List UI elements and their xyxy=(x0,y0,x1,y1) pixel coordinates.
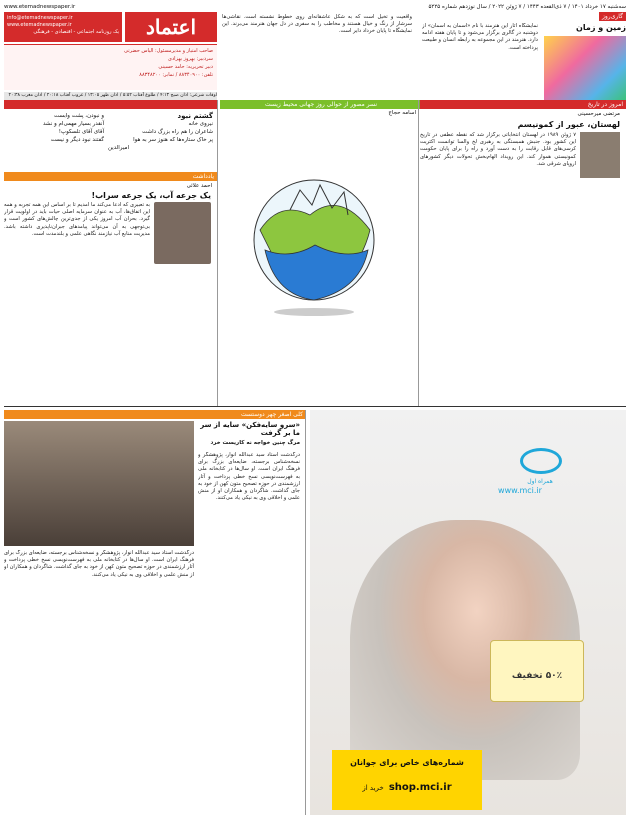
quote-author: امیرالدین xyxy=(108,145,129,151)
note-body: به تعبیری که ادعا می‌کند ما آمدیم تا بر اساس این همه تجربه و همه این اتفاق‌ها، آب به عنوان سرمایه اصلی حیات باید در اولویت قرار گیرد. بحران آب امروز یکی از جدی‌ترین چالش‌های کشور است و بی‌توجهی به آن می‌تواند پیامدهای جبران‌ناپذیری داشته باشد. مدیریت منابع آب نیازمند نگاهی علمی و بلندمدت است. xyxy=(4,202,150,237)
earth-body: نمایشگاه آثار این هنرمند با نام «آسمان به آسمان» از دوشنبه در گالری برگزار می‌شود و تا پایان هفته ادامه دارد. هنرمند در این مجموعه به رابطه انسان و طبیعت پرداخته است. xyxy=(422,23,538,51)
discount-card xyxy=(490,640,584,702)
staff-box xyxy=(4,44,217,90)
top-middle-article: واقعیت و تخیل است که به شکل عاشقانه‌ای روی خطوط نشسته است. نقاشی‌ها سرشار از رنگ و خیال هستند و مخاطب را به سفری در دل جهان هنرمند می‌برند. این نمایشگاه تا پایان خرداد دایر است. xyxy=(222,14,412,35)
mci-brand: همراه اول xyxy=(527,478,553,485)
divider xyxy=(4,406,626,407)
history-author: مرتضی میرحسینی xyxy=(577,111,620,117)
history-author-photo xyxy=(580,132,620,178)
kiosk-subhead: مرگ چنین خواجه نه کاریست خرد xyxy=(210,440,300,446)
cartoon-frame xyxy=(220,120,416,402)
note-title: یک جرعه آب، یک جرعه سراب! xyxy=(91,191,211,200)
mci-url[interactable]: www.mci.ir xyxy=(498,486,542,495)
kiosk-body-continued: درگذشت استاد سید عبدالله انوار، پژوهشگر و نسخه‌شناس برجسته، ضایعه‌ای بزرگ برای فرهنگ ایران است. او سال‌ها در کتابخانه ملی به فهرست‌نویسی نسخ خطی پرداخت و آثار ارزشمندی در حوزه تصحیح متون کهن از خود به جای گذاشت. شاگردان و همکاران او از منش علمی و اخلاقی وی به نیکی یاد می‌کنند. xyxy=(4,550,194,578)
ad-buy-text: خرید از xyxy=(362,784,384,792)
date-line: سه‌شنبه ۱۷ خرداد ۱۴۰۱ / ۷ ذی‌القعده ۱۴۴۳ / ۷ ژوئن ۲۰۲۲ / سال نوزدهم شماره ۵۲۲۵ xyxy=(428,4,626,10)
prayer-times-bar: اوقات شرعی: اذان صبح ۴:۱۳ / طلوع آفتاب ۵:۵۲ / اذان ظهر ۱۳:۰۵ / غروب آفتاب ۲۰:۱۸ / اذان مغرب ۲۰:۳۸ xyxy=(4,92,217,100)
earth-globe-illustration xyxy=(220,120,416,402)
note-author-photo xyxy=(154,202,211,264)
card-text: ۵۰٪ تخفیف xyxy=(511,671,563,681)
contacts-line: تلفن: ۸۸۳۴۰۹۰۰ / نمابر: ۸۸۳۴۸۲۰۰ xyxy=(139,72,213,78)
staff-line: سردبیر: بهروز بهزادی xyxy=(168,56,213,62)
mci-advertisement[interactable] xyxy=(310,410,626,815)
earth-column xyxy=(420,12,626,100)
earth-section-label: گاری‌روز xyxy=(599,12,626,21)
divider xyxy=(305,410,306,815)
date-bar xyxy=(4,2,626,12)
divider xyxy=(217,100,218,406)
masthead-contact xyxy=(4,12,122,42)
poem-line: آنقدر بسیار مهمی‌ام و نشد xyxy=(43,121,104,127)
website-link[interactable]: www.etemadnewspaper.ir xyxy=(4,4,76,10)
quote-box xyxy=(108,112,213,172)
cartoon-artist: اسامه حجاج xyxy=(388,110,416,116)
poem-line: و نبودن، پشت وابست xyxy=(53,113,104,119)
history-title: لهستان، عبور از کمونیسم xyxy=(517,120,620,129)
masthead xyxy=(4,12,217,90)
quote-title: گشتم نبود xyxy=(177,112,213,120)
motto: یک روزنامه اجتماعی - اقتصادی - فرهنگی xyxy=(33,29,119,35)
kiosk-body: درگذشت استاد سید عبدالله انوار، پژوهشگر و نسخه‌شناس برجسته، ضایعه‌ای بزرگ برای فرهنگ ایران است. او سال‌ها در کتابخانه ملی به فهرست‌نویسی نسخ خطی پرداخت و آثار ارزشمندی در حوزه تصحیح متون کهن از خود به جای گذاشت. شاگردان و همکاران او از منش علمی و اخلاقی وی به نیکی یاد می‌کنند. xyxy=(198,452,300,502)
poem-box xyxy=(4,112,104,172)
logo-text: اعتماد xyxy=(145,15,197,39)
history-body: ۷ ژوئن ۱۹۸۹ در لهستان انتخاباتی برگزار شد که نقطه عطفی در تاریخ این کشور بود. جنبش همبستگی به رهبری لخ والسا توانست اکثریت کرسی‌های قابل رقابت را به دست آورد و راه را برای پایان حکومت کمونیستی هموار کند. این رویداد الهام‌بخش تحولات دیگر کشورهای اروپای شرقی شد. xyxy=(420,132,576,167)
kiosk-section-label: کلی اصغر چهر دوستست xyxy=(4,410,306,419)
earth-title: زمین و زمان xyxy=(576,23,626,32)
staff-line: دبیر تحریریه: حامد حسینی xyxy=(158,64,213,70)
staff-line: صاحب امتیاز و مدیرمسئول: الیاس حضرتی xyxy=(124,48,213,54)
email-link[interactable]: info@etemadnewspaper.ir xyxy=(7,15,73,21)
ad-shop-row xyxy=(332,775,482,794)
quote-line: شاعران را هم راه بزرگ داشت xyxy=(142,129,213,135)
quote-line: پر خاک ستاره‌ها که هنوز سر به هوا xyxy=(133,137,213,143)
note-author: احمد علائی xyxy=(186,183,212,189)
ad-shop-url[interactable]: shop.mci.ir xyxy=(388,782,452,793)
earth-art xyxy=(544,36,626,100)
poem-line: آقای آقای تلسکوپ! xyxy=(58,129,104,135)
ad-banner-title: شماره‌های خاص برای جوانان xyxy=(350,758,464,767)
section-label-left xyxy=(4,100,217,109)
kiosk-photo xyxy=(4,421,194,546)
ad-banner xyxy=(332,750,482,810)
note-section-label: یادداشت xyxy=(4,172,217,181)
website-text[interactable]: www.etemadnewspaper.ir xyxy=(7,22,72,28)
quote-subtitle: نیروی خانه xyxy=(188,121,213,127)
cartoon-section-label: نسر مصور از حوالی روز جهانی محیط زیست xyxy=(220,100,422,109)
poem-line: گفتند نبود دیگر و نیست xyxy=(50,137,104,143)
divider xyxy=(418,100,419,406)
kiosk-headline: «سرو سایه‌فکن» سایه از سر ما بر گرفت xyxy=(200,421,300,437)
logo-box xyxy=(125,12,217,42)
history-section-label: امروز در تاریخ xyxy=(420,100,626,109)
mci-logo-icon xyxy=(520,448,562,474)
